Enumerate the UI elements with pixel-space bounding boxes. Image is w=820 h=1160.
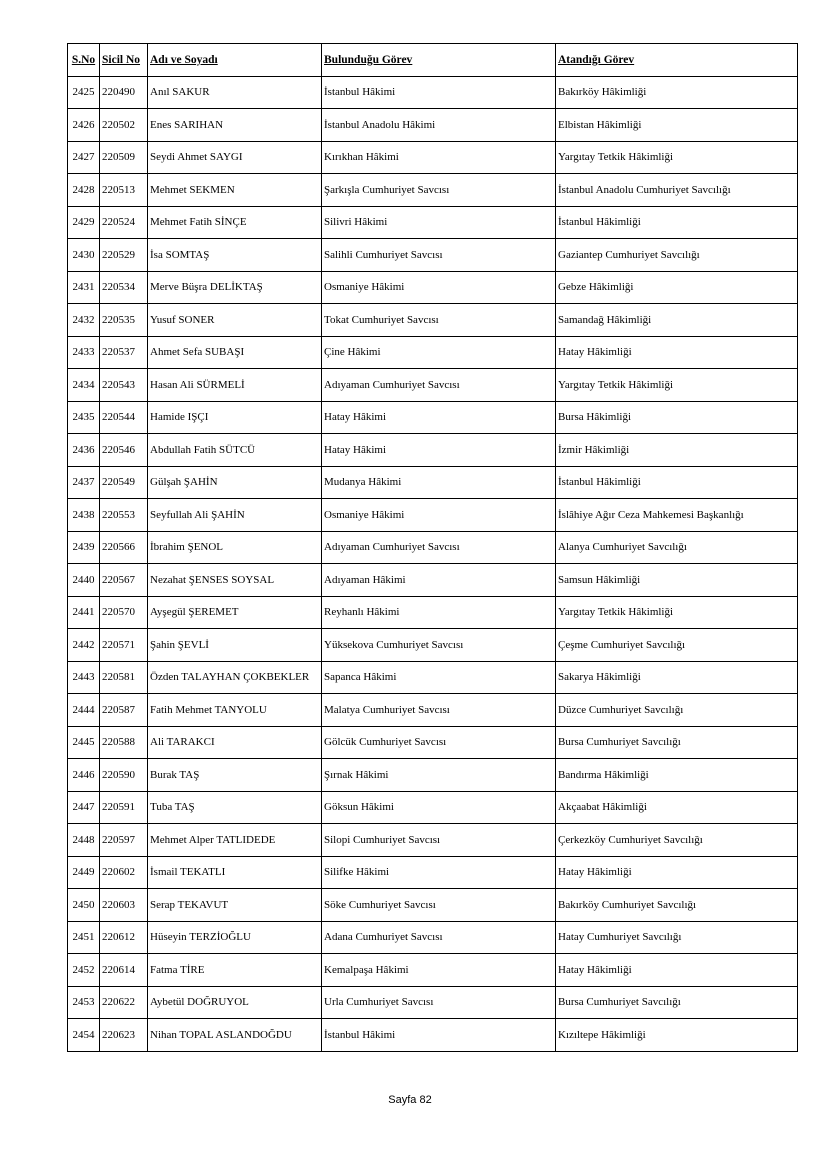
cell-current-post: Gölcük Cumhuriyet Savcısı bbox=[322, 726, 556, 759]
cell-name: İbrahim ŞENOL bbox=[148, 531, 322, 564]
cell-name: İsa SOMTAŞ bbox=[148, 239, 322, 272]
table-row bbox=[68, 271, 798, 304]
cell-current-post: Hatay Hâkimi bbox=[322, 401, 556, 434]
cell-assigned-post: Çerkezköy Cumhuriyet Savcılığı bbox=[556, 824, 798, 857]
table-row bbox=[68, 206, 798, 239]
cell-assigned-post: İstanbul Hâkimliği bbox=[556, 466, 798, 499]
cell-assigned-post: Alanya Cumhuriyet Savcılığı bbox=[556, 531, 798, 564]
cell-sicil-no: 220567 bbox=[100, 564, 148, 597]
cell-assigned-post: Bursa Cumhuriyet Savcılığı bbox=[556, 986, 798, 1019]
cell-assigned-post: Hatay Hâkimliği bbox=[556, 856, 798, 889]
cell-name: Şahin ŞEVLİ bbox=[148, 629, 322, 662]
cell-name: Hamide IŞÇI bbox=[148, 401, 322, 434]
cell-sno: 2451 bbox=[68, 921, 100, 954]
cell-sicil-no: 220544 bbox=[100, 401, 148, 434]
cell-sno: 2433 bbox=[68, 336, 100, 369]
cell-sicil-no: 220553 bbox=[100, 499, 148, 532]
cell-current-post: Kırıkhan Hâkimi bbox=[322, 141, 556, 174]
cell-sno: 2435 bbox=[68, 401, 100, 434]
cell-sno: 2427 bbox=[68, 141, 100, 174]
cell-name: İsmail TEKATLI bbox=[148, 856, 322, 889]
cell-assigned-post: Hatay Hâkimliği bbox=[556, 954, 798, 987]
table-row bbox=[68, 174, 798, 207]
cell-sicil-no: 220543 bbox=[100, 369, 148, 402]
table-row bbox=[68, 661, 798, 694]
cell-name: Yusuf SONER bbox=[148, 304, 322, 337]
cell-current-post: Silifke Hâkimi bbox=[322, 856, 556, 889]
cell-sno: 2436 bbox=[68, 434, 100, 467]
cell-name: Burak TAŞ bbox=[148, 759, 322, 792]
cell-name: Gülşah ŞAHİN bbox=[148, 466, 322, 499]
cell-sno: 2440 bbox=[68, 564, 100, 597]
cell-sno: 2425 bbox=[68, 76, 100, 109]
page-number: Sayfa 82 bbox=[388, 1094, 432, 1106]
cell-sicil-no: 220591 bbox=[100, 791, 148, 824]
cell-assigned-post: Sakarya Hâkimliği bbox=[556, 661, 798, 694]
cell-sno: 2453 bbox=[68, 986, 100, 1019]
table-row bbox=[68, 726, 798, 759]
cell-name: Abdullah Fatih SÜTCÜ bbox=[148, 434, 322, 467]
cell-sno: 2449 bbox=[68, 856, 100, 889]
appointment-table bbox=[67, 43, 798, 1052]
cell-sno: 2452 bbox=[68, 954, 100, 987]
cell-assigned-post: İstanbul Anadolu Cumhuriyet Savcılığı bbox=[556, 174, 798, 207]
cell-current-post: Yüksekova Cumhuriyet Savcısı bbox=[322, 629, 556, 662]
cell-assigned-post: Yargıtay Tetkik Hâkimliği bbox=[556, 596, 798, 629]
cell-name: Merve Büşra DELİKTAŞ bbox=[148, 271, 322, 304]
cell-name: Enes SARIHAN bbox=[148, 109, 322, 142]
cell-current-post: Silivri Hâkimi bbox=[322, 206, 556, 239]
cell-current-post: İstanbul Anadolu Hâkimi bbox=[322, 109, 556, 142]
cell-sicil-no: 220529 bbox=[100, 239, 148, 272]
cell-current-post: Kemalpaşa Hâkimi bbox=[322, 954, 556, 987]
cell-sicil-no: 220590 bbox=[100, 759, 148, 792]
cell-name: Nihan TOPAL ASLANDOĞDU bbox=[148, 1019, 322, 1052]
cell-sicil-no: 220513 bbox=[100, 174, 148, 207]
cell-assigned-post: Bandırma Hâkimliği bbox=[556, 759, 798, 792]
cell-current-post: Tokat Cumhuriyet Savcısı bbox=[322, 304, 556, 337]
cell-sicil-no: 220623 bbox=[100, 1019, 148, 1052]
cell-current-post: Malatya Cumhuriyet Savcısı bbox=[322, 694, 556, 727]
cell-name: Ahmet Sefa SUBAŞI bbox=[148, 336, 322, 369]
cell-current-post: İstanbul Hâkimi bbox=[322, 1019, 556, 1052]
cell-name: Serap TEKAVUT bbox=[148, 889, 322, 922]
cell-assigned-post: Hatay Cumhuriyet Savcılığı bbox=[556, 921, 798, 954]
table-row bbox=[68, 986, 798, 1019]
cell-sicil-no: 220524 bbox=[100, 206, 148, 239]
table-row bbox=[68, 564, 798, 597]
cell-sno: 2428 bbox=[68, 174, 100, 207]
cell-current-post: Hatay Hâkimi bbox=[322, 434, 556, 467]
cell-sno: 2438 bbox=[68, 499, 100, 532]
cell-current-post: Adıyaman Hâkimi bbox=[322, 564, 556, 597]
table-row bbox=[68, 921, 798, 954]
cell-sicil-no: 220502 bbox=[100, 109, 148, 142]
table-body bbox=[68, 76, 798, 1051]
table-row bbox=[68, 531, 798, 564]
table-row bbox=[68, 759, 798, 792]
table-row bbox=[68, 889, 798, 922]
table-row bbox=[68, 499, 798, 532]
cell-assigned-post: Elbistan Hâkimliği bbox=[556, 109, 798, 142]
cell-name: Fatih Mehmet TANYOLU bbox=[148, 694, 322, 727]
cell-assigned-post: Bakırköy Hâkimliği bbox=[556, 76, 798, 109]
header-assigned-post: Atandığı Görev bbox=[556, 44, 798, 77]
table-row bbox=[68, 141, 798, 174]
cell-sno: 2442 bbox=[68, 629, 100, 662]
table-row bbox=[68, 434, 798, 467]
cell-sno: 2426 bbox=[68, 109, 100, 142]
table-row bbox=[68, 401, 798, 434]
table-row bbox=[68, 336, 798, 369]
table-row bbox=[68, 109, 798, 142]
cell-assigned-post: Gebze Hâkimliği bbox=[556, 271, 798, 304]
cell-current-post: Osmaniye Hâkimi bbox=[322, 499, 556, 532]
cell-sno: 2434 bbox=[68, 369, 100, 402]
table-row bbox=[68, 824, 798, 857]
cell-sicil-no: 220571 bbox=[100, 629, 148, 662]
cell-sicil-no: 220581 bbox=[100, 661, 148, 694]
cell-sicil-no: 220509 bbox=[100, 141, 148, 174]
table-row bbox=[68, 694, 798, 727]
cell-assigned-post: Bursa Hâkimliği bbox=[556, 401, 798, 434]
cell-assigned-post: Yargıtay Tetkik Hâkimliği bbox=[556, 369, 798, 402]
cell-current-post: Reyhanlı Hâkimi bbox=[322, 596, 556, 629]
cell-current-post: Silopi Cumhuriyet Savcısı bbox=[322, 824, 556, 857]
cell-current-post: Mudanya Hâkimi bbox=[322, 466, 556, 499]
cell-name: Tuba TAŞ bbox=[148, 791, 322, 824]
cell-current-post: Adana Cumhuriyet Savcısı bbox=[322, 921, 556, 954]
cell-name: Aybetül DOĞRUYOL bbox=[148, 986, 322, 1019]
cell-assigned-post: Bakırköy Cumhuriyet Savcılığı bbox=[556, 889, 798, 922]
cell-name: Anıl SAKUR bbox=[148, 76, 322, 109]
table-header-row bbox=[68, 44, 798, 77]
cell-name: Mehmet Alper TATLIDEDE bbox=[148, 824, 322, 857]
cell-sno: 2432 bbox=[68, 304, 100, 337]
cell-assigned-post: İslâhiye Ağır Ceza Mahkemesi Başkanlığı bbox=[556, 499, 798, 532]
cell-name: Seyfullah Ali ŞAHİN bbox=[148, 499, 322, 532]
cell-sicil-no: 220490 bbox=[100, 76, 148, 109]
cell-name: Mehmet Fatih SİNÇE bbox=[148, 206, 322, 239]
table-row bbox=[68, 791, 798, 824]
cell-sno: 2444 bbox=[68, 694, 100, 727]
cell-current-post: Sapanca Hâkimi bbox=[322, 661, 556, 694]
cell-sicil-no: 220602 bbox=[100, 856, 148, 889]
cell-current-post: Osmaniye Hâkimi bbox=[322, 271, 556, 304]
cell-sicil-no: 220549 bbox=[100, 466, 148, 499]
table-row bbox=[68, 76, 798, 109]
cell-assigned-post: Düzce Cumhuriyet Savcılığı bbox=[556, 694, 798, 727]
cell-current-post: Şarkışla Cumhuriyet Savcısı bbox=[322, 174, 556, 207]
cell-name: Fatma TİRE bbox=[148, 954, 322, 987]
cell-sno: 2445 bbox=[68, 726, 100, 759]
cell-current-post: Göksun Hâkimi bbox=[322, 791, 556, 824]
cell-name: Hüseyin TERZİOĞLU bbox=[148, 921, 322, 954]
cell-name: Seydi Ahmet SAYGI bbox=[148, 141, 322, 174]
cell-sno: 2431 bbox=[68, 271, 100, 304]
cell-sno: 2448 bbox=[68, 824, 100, 857]
cell-assigned-post: Yargıtay Tetkik Hâkimliği bbox=[556, 141, 798, 174]
cell-name: Özden TALAYHAN ÇOKBEKLER bbox=[148, 661, 322, 694]
cell-current-post: Urla Cumhuriyet Savcısı bbox=[322, 986, 556, 1019]
cell-sicil-no: 220570 bbox=[100, 596, 148, 629]
cell-sno: 2443 bbox=[68, 661, 100, 694]
cell-sno: 2446 bbox=[68, 759, 100, 792]
cell-sno: 2429 bbox=[68, 206, 100, 239]
cell-assigned-post: İstanbul Hâkimliği bbox=[556, 206, 798, 239]
cell-sicil-no: 220587 bbox=[100, 694, 148, 727]
header-sicil-no: Sicil No bbox=[100, 44, 148, 77]
cell-current-post: İstanbul Hâkimi bbox=[322, 76, 556, 109]
cell-assigned-post: Samandağ Hâkimliği bbox=[556, 304, 798, 337]
cell-name: Ayşegül ŞEREMET bbox=[148, 596, 322, 629]
cell-name: Mehmet SEKMEN bbox=[148, 174, 322, 207]
cell-sno: 2437 bbox=[68, 466, 100, 499]
table-row bbox=[68, 466, 798, 499]
table-row bbox=[68, 304, 798, 337]
cell-sicil-no: 220603 bbox=[100, 889, 148, 922]
cell-assigned-post: Kızıltepe Hâkimliği bbox=[556, 1019, 798, 1052]
table-row bbox=[68, 629, 798, 662]
cell-current-post: Adıyaman Cumhuriyet Savcısı bbox=[322, 531, 556, 564]
cell-sno: 2441 bbox=[68, 596, 100, 629]
cell-sno: 2439 bbox=[68, 531, 100, 564]
cell-sicil-no: 220612 bbox=[100, 921, 148, 954]
header-sno: S.No bbox=[68, 44, 100, 77]
table-row bbox=[68, 856, 798, 889]
cell-sno: 2450 bbox=[68, 889, 100, 922]
cell-assigned-post: İzmir Hâkimliği bbox=[556, 434, 798, 467]
header-current-post: Bulunduğu Görev bbox=[322, 44, 556, 77]
cell-sno: 2447 bbox=[68, 791, 100, 824]
cell-sicil-no: 220588 bbox=[100, 726, 148, 759]
cell-sicil-no: 220546 bbox=[100, 434, 148, 467]
cell-name: Nezahat ŞENSES SOYSAL bbox=[148, 564, 322, 597]
cell-current-post: Söke Cumhuriyet Savcısı bbox=[322, 889, 556, 922]
cell-assigned-post: Akçaabat Hâkimliği bbox=[556, 791, 798, 824]
table-row bbox=[68, 954, 798, 987]
cell-current-post: Çine Hâkimi bbox=[322, 336, 556, 369]
table-row bbox=[68, 1019, 798, 1052]
cell-sicil-no: 220622 bbox=[100, 986, 148, 1019]
table-row bbox=[68, 369, 798, 402]
cell-assigned-post: Gaziantep Cumhuriyet Savcılığı bbox=[556, 239, 798, 272]
cell-sicil-no: 220534 bbox=[100, 271, 148, 304]
cell-sicil-no: 220537 bbox=[100, 336, 148, 369]
cell-assigned-post: Bursa Cumhuriyet Savcılığı bbox=[556, 726, 798, 759]
cell-sicil-no: 220535 bbox=[100, 304, 148, 337]
cell-current-post: Salihli Cumhuriyet Savcısı bbox=[322, 239, 556, 272]
cell-sicil-no: 220614 bbox=[100, 954, 148, 987]
table-row bbox=[68, 596, 798, 629]
cell-assigned-post: Samsun Hâkimliği bbox=[556, 564, 798, 597]
cell-sicil-no: 220597 bbox=[100, 824, 148, 857]
cell-sno: 2454 bbox=[68, 1019, 100, 1052]
cell-sno: 2430 bbox=[68, 239, 100, 272]
cell-assigned-post: Çeşme Cumhuriyet Savcılığı bbox=[556, 629, 798, 662]
cell-name: Hasan Ali SÜRMELİ bbox=[148, 369, 322, 402]
cell-assigned-post: Hatay Hâkimliği bbox=[556, 336, 798, 369]
table-row bbox=[68, 239, 798, 272]
cell-current-post: Adıyaman Cumhuriyet Savcısı bbox=[322, 369, 556, 402]
cell-current-post: Şırnak Hâkimi bbox=[322, 759, 556, 792]
header-name: Adı ve Soyadı bbox=[148, 44, 322, 77]
cell-sicil-no: 220566 bbox=[100, 531, 148, 564]
cell-name: Ali TARAKCI bbox=[148, 726, 322, 759]
